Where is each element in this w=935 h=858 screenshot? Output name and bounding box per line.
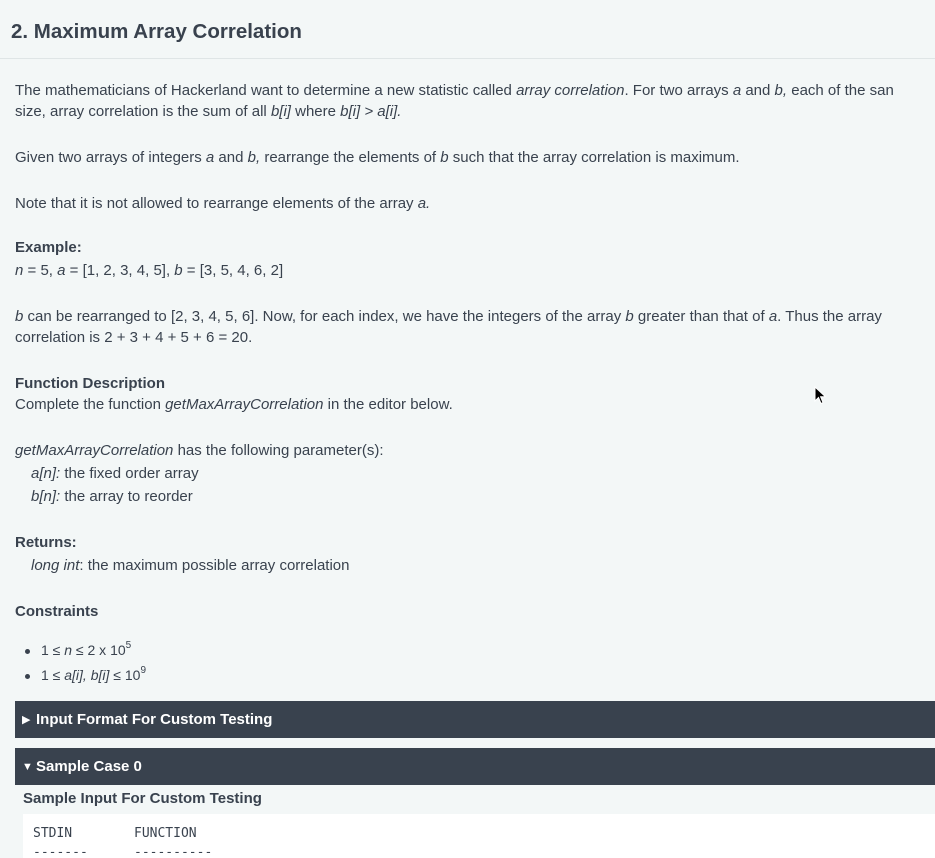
sample-case-0-toggle[interactable]: ▼ Sample Case 0: [15, 748, 935, 785]
sample-input-code: [23, 814, 935, 858]
param-b: b[n]: the array to reorder: [31, 488, 193, 505]
returns-heading: Returns:: [15, 534, 77, 551]
challenge-title: 2. Maximum Array Correlation: [11, 20, 302, 43]
intro-line-2: size, array correlation is the sum of all b[i] where b[i] > a[i].: [15, 103, 402, 120]
function-column-underline: ----------: [134, 845, 213, 858]
function-column-header: FUNCTION: [134, 826, 197, 841]
function-description-heading: Function Description: [15, 375, 165, 392]
input-format-toggle[interactable]: ▶ Input Format For Custom Testing: [15, 701, 935, 738]
constraints-list: [22, 641, 146, 691]
mouse-cursor-icon: [814, 386, 828, 406]
constraint-values: 1 ≤ a[i], $b[i] \le 10^9$: [22, 666, 146, 691]
intro-line-1: The mathematicians of Hackerland want to determine a new statistic called array correlation. For two arrays a and b, each of the san: [15, 82, 894, 99]
example-heading: Example:: [15, 239, 82, 256]
returns-text: long int: the maximum possible array correlation: [31, 557, 350, 574]
triangle-right-icon: ▶: [22, 714, 31, 726]
triangle-down-icon: ▼: [22, 760, 33, 773]
given-paragraph: Given two arrays of integers a and b, rearrange the elements of b such that the array correlation is maximum.: [15, 149, 740, 166]
example-explanation-line-1: b can be rearranged to [2, 3, 4, 5, 6]. Now, for each index, we have the integers of the array b greater than that of a. Thus the array: [15, 308, 882, 325]
note-paragraph: Note that it is not allowed to rearrange elements of the array a.: [15, 195, 431, 212]
constraints-heading: Constraints: [15, 603, 99, 620]
constraint-n: 1 ≤ n ≤ 2 x $10^5$: [22, 641, 146, 666]
example-explanation-line-2: correlation is 2 + 3 + 4 + 5 + 6 = 20.: [15, 329, 253, 346]
parameters-intro: getMaxArrayCorrelation has the following parameter(s):: [15, 442, 384, 459]
param-a: a[n]: the fixed order array: [31, 465, 199, 482]
stdin-column-underline: -------: [33, 845, 88, 858]
function-description-text: Complete the function getMaxArrayCorrelation in the editor below.: [15, 396, 453, 413]
challenge-header: [0, 0, 935, 59]
example-input: n = 5, a = [1, 2, 3, 4, 5], b = [3, 5, 4, 6, 2]: [15, 262, 284, 279]
sample-input-heading: Sample Input For Custom Testing: [23, 790, 262, 807]
stdin-column-header: STDIN: [33, 826, 73, 841]
